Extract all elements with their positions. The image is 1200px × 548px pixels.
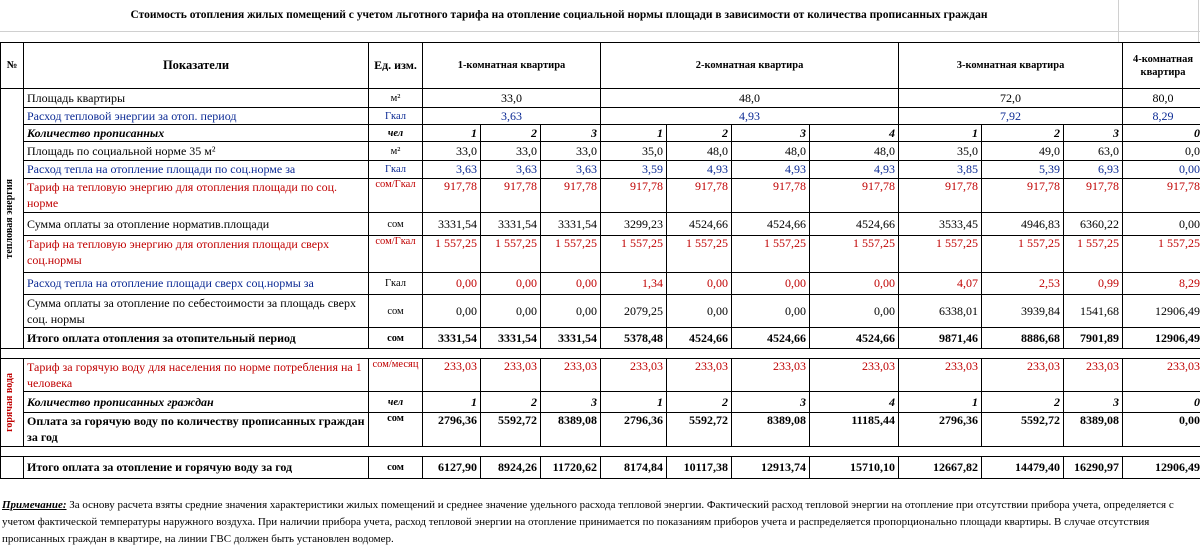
cell: 80,0 xyxy=(1123,89,1200,108)
cell: 3533,45 xyxy=(899,213,982,236)
cell: 4524,66 xyxy=(732,328,810,349)
cell: 72,0 xyxy=(899,89,1123,108)
row-unit: сом xyxy=(369,457,423,479)
cell: 3331,54 xyxy=(423,328,481,349)
cell: 3 xyxy=(1064,392,1123,413)
row-tariff-water xyxy=(1,359,1200,392)
cell: 4524,66 xyxy=(667,213,732,236)
row-unit: сом xyxy=(369,295,423,328)
row-people xyxy=(1,125,1200,142)
row-people2 xyxy=(1,392,1200,413)
row-label: Тариф за горячую воду для населения по норме потребления на 1 человека xyxy=(24,359,369,392)
cell: 4524,66 xyxy=(732,213,810,236)
row-unit: м² xyxy=(369,142,423,161)
spacer-row xyxy=(1,447,1200,457)
cell: 4 xyxy=(810,392,899,413)
row-area xyxy=(1,89,1200,108)
cell: 5,39 xyxy=(982,161,1064,179)
cell: 233,03 xyxy=(732,359,810,392)
row-tariff-norm xyxy=(1,179,1200,213)
cell: 8,29 xyxy=(1123,108,1200,125)
cell: 1 557,25 xyxy=(601,236,667,273)
cell: 917,78 xyxy=(1123,179,1200,213)
cell: 1 xyxy=(423,392,481,413)
cell: 233,03 xyxy=(601,359,667,392)
row-unit: сом xyxy=(369,213,423,236)
cell: 2796,36 xyxy=(601,413,667,447)
row-unit: Гкал xyxy=(369,273,423,295)
row-label: Расход тепловой энергии за отоп. период xyxy=(24,108,369,125)
cell: 3,59 xyxy=(601,161,667,179)
cell: 0,00 xyxy=(667,273,732,295)
cell: 8389,08 xyxy=(541,413,601,447)
cell: 2 xyxy=(982,125,1064,142)
cell: 14479,40 xyxy=(982,457,1064,479)
row-heat-over xyxy=(1,273,1200,295)
row-label: Оплата за горячую воду по количеству прописанных граждан за год xyxy=(24,413,369,447)
cell: 0,00 xyxy=(1123,161,1200,179)
cell: 233,03 xyxy=(982,359,1064,392)
cell: 1 557,25 xyxy=(732,236,810,273)
cell: 4,93 xyxy=(732,161,810,179)
cell: 9871,46 xyxy=(899,328,982,349)
cell: 12667,82 xyxy=(899,457,982,479)
cell: 12906,49 xyxy=(1123,295,1200,328)
row-label: Расход тепла на отопление площади сверх соц.нормы за xyxy=(24,273,369,295)
cell: 3 xyxy=(541,392,601,413)
cell: 8,29 xyxy=(1123,273,1200,295)
spacer xyxy=(1,349,1200,359)
row-unit: Гкал xyxy=(369,161,423,179)
cell: 3,63 xyxy=(481,161,541,179)
cell: 233,03 xyxy=(423,359,481,392)
cell: 917,78 xyxy=(1064,179,1123,213)
cell: 49,0 xyxy=(982,142,1064,161)
cell: 48,0 xyxy=(667,142,732,161)
cell: 5592,72 xyxy=(982,413,1064,447)
cell: 6,93 xyxy=(1064,161,1123,179)
row-total-heat xyxy=(1,328,1200,349)
header-apt1: 1-комнатная квартира xyxy=(423,43,601,89)
cell: 0,99 xyxy=(1064,273,1123,295)
row-label: Тариф на тепловую энергию для отопления площади по соц. норме xyxy=(24,179,369,213)
cell: 4,93 xyxy=(601,108,899,125)
row-label: Площадь квартиры xyxy=(24,89,369,108)
cell: 0,00 xyxy=(1123,413,1200,447)
cell: 1 xyxy=(601,125,667,142)
cell: 3,85 xyxy=(899,161,982,179)
cell: 1 xyxy=(423,125,481,142)
cell: 15710,10 xyxy=(810,457,899,479)
row-empty xyxy=(1,457,24,479)
row-label: Сумма оплаты за отопление норматив.площади xyxy=(24,213,369,236)
row-unit: сом xyxy=(369,413,423,447)
cell: 3939,84 xyxy=(982,295,1064,328)
spacer xyxy=(1,447,1200,457)
cell: 0,00 xyxy=(423,273,481,295)
row-unit: м² xyxy=(369,89,423,108)
row-social-heat xyxy=(1,161,1200,179)
cell: 12906,49 xyxy=(1123,457,1200,479)
cell: 33,0 xyxy=(423,142,481,161)
cell: 917,78 xyxy=(667,179,732,213)
cell: 33,0 xyxy=(423,89,601,108)
cell: 8389,08 xyxy=(732,413,810,447)
cell: 1 557,25 xyxy=(1123,236,1200,273)
spacer-row xyxy=(1,349,1200,359)
cell: 1,34 xyxy=(601,273,667,295)
cell: 233,03 xyxy=(541,359,601,392)
row-grand-total xyxy=(1,457,1200,479)
cell: 33,0 xyxy=(481,142,541,161)
cell: 35,0 xyxy=(899,142,982,161)
cell: 0,00 xyxy=(732,273,810,295)
cell: 917,78 xyxy=(810,179,899,213)
row-sum-over xyxy=(1,295,1200,328)
header-unit: Ед. изм. xyxy=(369,43,423,89)
footnote xyxy=(2,497,1198,548)
header-apt4: 4-комнатная квартира xyxy=(1123,43,1200,89)
cell: 917,78 xyxy=(899,179,982,213)
row-unit: чел xyxy=(369,392,423,413)
row-unit: Гкал xyxy=(369,108,423,125)
cell: 0,00 xyxy=(667,295,732,328)
cell: 12913,74 xyxy=(732,457,810,479)
cell: 3 xyxy=(732,392,810,413)
row-label: Количество прописанных xyxy=(24,125,369,142)
cell: 8886,68 xyxy=(982,328,1064,349)
cell: 4,07 xyxy=(899,273,982,295)
cell: 233,03 xyxy=(810,359,899,392)
cell: 2 xyxy=(481,392,541,413)
cell: 10117,38 xyxy=(667,457,732,479)
cell: 0,00 xyxy=(541,273,601,295)
cell: 917,78 xyxy=(541,179,601,213)
heating-cost-table xyxy=(0,42,1200,479)
header-row xyxy=(1,43,1200,89)
cell: 233,03 xyxy=(1123,359,1200,392)
cell: 2 xyxy=(667,125,732,142)
cell: 7901,89 xyxy=(1064,328,1123,349)
row-consumption xyxy=(1,108,1200,125)
cell: 2796,36 xyxy=(899,413,982,447)
cell: 6127,90 xyxy=(423,457,481,479)
cell: 917,78 xyxy=(601,179,667,213)
row-label: Расход тепла на отопление площади по соц.норме за xyxy=(24,161,369,179)
cell: 2 xyxy=(667,392,732,413)
cell: 4,93 xyxy=(810,161,899,179)
footnote-label: Примечание: xyxy=(2,499,67,511)
header-apt3: 3-комнатная квартира xyxy=(899,43,1123,89)
cell: 4524,66 xyxy=(810,213,899,236)
row-unit: сом/Гкал xyxy=(369,179,423,213)
row-label: Сумма оплаты за отопление по себестоимости за площадь сверх соц. нормы xyxy=(24,295,369,328)
cell: 6360,22 xyxy=(1064,213,1123,236)
row-label: Итого оплата за отопление и горячую воду за год xyxy=(24,457,369,479)
cell: 0,00 xyxy=(810,295,899,328)
cell: 2796,36 xyxy=(423,413,481,447)
cell: 4524,66 xyxy=(667,328,732,349)
cell: 11185,44 xyxy=(810,413,899,447)
cell: 1 557,25 xyxy=(982,236,1064,273)
cell: 1 557,25 xyxy=(810,236,899,273)
cell: 2,53 xyxy=(982,273,1064,295)
cell: 233,03 xyxy=(899,359,982,392)
cell: 3 xyxy=(541,125,601,142)
cell: 3 xyxy=(732,125,810,142)
row-social-area xyxy=(1,142,1200,161)
row-unit: сом/месяц xyxy=(369,359,423,392)
cell: 3,63 xyxy=(423,108,601,125)
cell: 0,00 xyxy=(541,295,601,328)
cell: 3,63 xyxy=(423,161,481,179)
cell: 4 xyxy=(810,125,899,142)
cell: 33,0 xyxy=(541,142,601,161)
cell: 48,0 xyxy=(732,142,810,161)
cell: 8924,26 xyxy=(481,457,541,479)
row-label: Итого оплата отопления за отопительный период xyxy=(24,328,369,349)
row-unit: чел xyxy=(369,125,423,142)
cell: 1 557,25 xyxy=(481,236,541,273)
cell: 233,03 xyxy=(481,359,541,392)
cell: 0,00 xyxy=(1123,213,1200,236)
cell: 48,0 xyxy=(601,89,899,108)
header-num: № xyxy=(1,43,24,89)
row-label: Площадь по социальной норме 35 м² xyxy=(24,142,369,161)
cell: 3,63 xyxy=(541,161,601,179)
cell: 1 xyxy=(899,392,982,413)
section-heat: тепловая энергия xyxy=(1,89,24,349)
cell: 8389,08 xyxy=(1064,413,1123,447)
cell: 3331,54 xyxy=(481,328,541,349)
row-label: Количество прописанных граждан xyxy=(24,392,369,413)
cell: 2 xyxy=(481,125,541,142)
cell: 3331,54 xyxy=(423,213,481,236)
row-water-pay xyxy=(1,413,1200,447)
cell: 0,0 xyxy=(1123,142,1200,161)
cell: 1 xyxy=(899,125,982,142)
header-indicators: Показатели xyxy=(24,43,369,89)
footnote-text: За основу расчета взяты средние значения характеристики жилых помещений и среднее значение удельного расхода тепловой энергии. Фактический расход тепловой энергии на отопление при отсутствии прибора учета, определяется с учетом фактической температуры наружного воздуха. При наличии прибора учета, расход тепловой энергии на отопление принимается по показаниям приборов учета и распределяется пропорционально площади квартиры. В случае отсутствия прописанных граждан в квартире, на линии ГВС должен быть установлен водомер. xyxy=(2,499,1174,545)
cell: 1 557,25 xyxy=(667,236,732,273)
cell: 1 557,25 xyxy=(899,236,982,273)
cell: 917,78 xyxy=(982,179,1064,213)
cell: 3331,54 xyxy=(541,213,601,236)
cell: 4,93 xyxy=(667,161,732,179)
cell: 3331,54 xyxy=(481,213,541,236)
cell: 8174,84 xyxy=(601,457,667,479)
row-unit: сом/Гкал xyxy=(369,236,423,273)
cell: 1 557,25 xyxy=(1064,236,1123,273)
cell: 5378,48 xyxy=(601,328,667,349)
cell: 3 xyxy=(1064,125,1123,142)
section-water: горячая вода xyxy=(1,359,24,447)
cell: 7,92 xyxy=(899,108,1123,125)
cell: 0,00 xyxy=(481,295,541,328)
cell: 35,0 xyxy=(601,142,667,161)
cell: 1541,68 xyxy=(1064,295,1123,328)
cell: 233,03 xyxy=(667,359,732,392)
cell: 1 xyxy=(601,392,667,413)
header-apt2: 2-комнатная квартира xyxy=(601,43,899,89)
cell: 0 xyxy=(1123,125,1200,142)
cell: 2079,25 xyxy=(601,295,667,328)
cell: 11720,62 xyxy=(541,457,601,479)
row-tariff-over xyxy=(1,236,1200,273)
cell: 0,00 xyxy=(481,273,541,295)
cell: 0,00 xyxy=(423,295,481,328)
cell: 917,78 xyxy=(423,179,481,213)
cell: 5592,72 xyxy=(481,413,541,447)
cell: 6338,01 xyxy=(899,295,982,328)
cell: 233,03 xyxy=(1064,359,1123,392)
row-sum-norm xyxy=(1,213,1200,236)
cell: 48,0 xyxy=(810,142,899,161)
cell: 917,78 xyxy=(732,179,810,213)
cell: 0 xyxy=(1123,392,1200,413)
cell: 63,0 xyxy=(1064,142,1123,161)
cell: 4524,66 xyxy=(810,328,899,349)
cell: 3299,23 xyxy=(601,213,667,236)
cell: 0,00 xyxy=(732,295,810,328)
cell: 5592,72 xyxy=(667,413,732,447)
sheet-title: Стоимость отопления жилых помещений с учетом льготного тарифа на отопление социальной нормы площади в зависимости от количества прописанных граждан xyxy=(0,0,1118,32)
row-unit: сом xyxy=(369,328,423,349)
cell: 0,00 xyxy=(810,273,899,295)
cell: 16290,97 xyxy=(1064,457,1123,479)
cell: 1 557,25 xyxy=(541,236,601,273)
cell: 917,78 xyxy=(481,179,541,213)
cell: 2 xyxy=(982,392,1064,413)
cell: 12906,49 xyxy=(1123,328,1200,349)
row-label: Тариф на тепловую энергию для отопления площади сверх соц.нормы xyxy=(24,236,369,273)
cell: 3331,54 xyxy=(541,328,601,349)
cell: 4946,83 xyxy=(982,213,1064,236)
cell: 1 557,25 xyxy=(423,236,481,273)
